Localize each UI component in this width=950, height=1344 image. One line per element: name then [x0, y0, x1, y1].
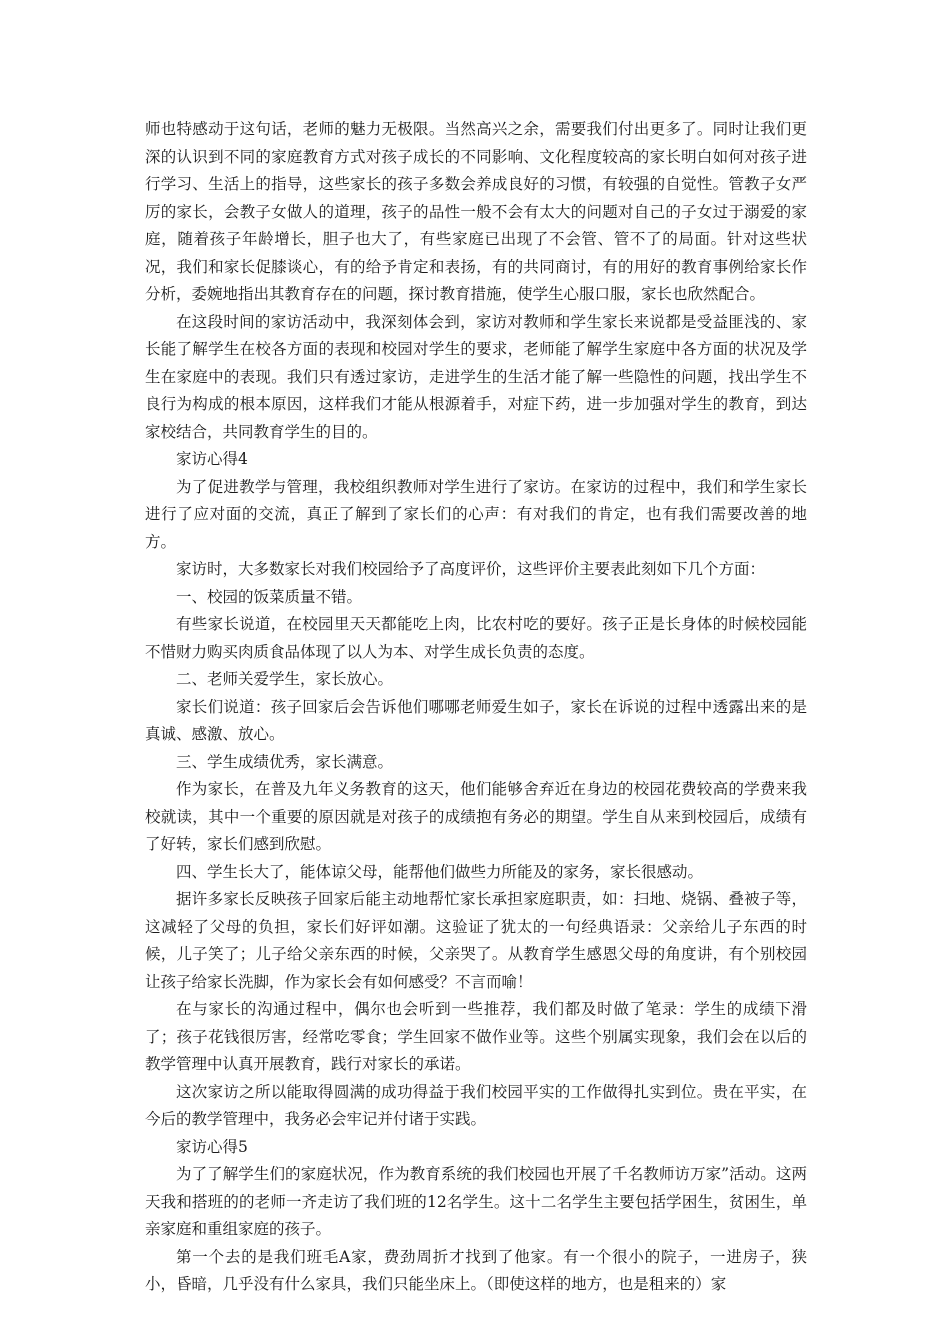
paragraph: 为了了解学生们的家庭状况，作为教育系统的我们校园也开展了千名教师访万家”活动。这两天我和搭班的的老师一齐走访了我们班的12名学生。这十二名学生主要包括学困生，贫困生，单亲家庭和重组家庭的孩子。	[145, 1165, 807, 1238]
section-heading: 家访心得5	[176, 1137, 248, 1156]
paragraph: 这次家访之所以能取得圆满的成功得益于我们校园平实的工作做得扎实到位。贵在平实，在今后的教学管理中，我务必会牢记并付诸于实践。	[145, 1082, 807, 1128]
document-body	[145, 116, 807, 1299]
paragraph: 据许多家长反映孩子回家后能主动地帮忙家长承担家庭职责，如：扫地、烧锅、叠被子等，这减轻了父母的负担，家长们好评如潮。这验证了犹太的一句经典语录：父亲给儿子东西的时候，儿子笑了；儿子给父亲东西的时候，父亲哭了。从教育学生感恩父母的角度讲，有个别校园让孩子给家长洗脚，作为家长会有如何感受？不言而喻！	[145, 890, 807, 991]
paragraph: 三、学生成绩优秀，家长满意。	[176, 752, 394, 771]
section-heading: 家访心得4	[176, 450, 248, 468]
paragraph: 师也特感动于这句话，老师的魅力无极限。当然高兴之余，需要我们付出更多了。同时让我们更深的认识到不同的家庭教育方式对孩子成长的不同影响、文化程度较高的家长明白如何对孩子进行学习、生活上的指导，这些家长的孩子多数会养成良好的习惯，有较强的自觉性。管教子女严厉的家长，会教子女做人的道理，孩子的品性一般不会有太大的问题对自己的子女过于溺爱的家庭，随着孩子年龄增长，胆子也大了，有些家庭已出现了不会管、管不了的局面。针对这些状况，我们和家长促膝谈心，有的给予肯定和表扬，有的共同商讨，有的用好的教育事例给家长作分析，委婉地指出其教育存在的问题，探讨教育措施，使学生心服口服，家长也欣然配合。	[145, 120, 807, 303]
paragraph: 家长们说道：孩子回家后会告诉他们哪哪老师爱生如子，家长在诉说的过程中透露出来的是真诚、感激、放心。	[145, 697, 807, 743]
paragraph: 在这段时间的家访活动中，我深刻体会到，家访对教师和学生家长来说都是受益匪浅的、家长能了解学生在校各方面的表现和校园对学生的要求，老师能了解学生家庭中各方面的状况及学生在家庭中的表现。我们只有透过家访，走进学生的生活才能了解一些隐性的问题，找出学生不良行为构成的根本原因，这样我们才能从根源着手，对症下药，进一步加强对学生的教育，到达家校结合，共同教育学生的目的。	[145, 312, 807, 441]
paragraph: 二、老师关爱学生，家长放心。	[176, 670, 394, 688]
paragraph: 四、学生长大了，能体谅父母，能帮他们做些力所能及的家务，家长很感动。	[176, 862, 704, 881]
paragraph: 有些家长说道，在校园里天天都能吃上肉，比农村吃的要好。孩子正是长身体的时候校园能不惜财力购买肉质食品体现了以人为本、对学生成长负责的态度。	[145, 615, 807, 661]
paragraph: 第一个去的是我们班毛A家，费劲周折才找到了他家。有一个很小的院子，一进房子，狭小，昏暗，几乎没有什么家具，我们只能坐床上。（即使这样的地方，也是租来的）家	[145, 1247, 807, 1293]
paragraph: 家访时，大多数家长对我们校园给予了高度评价，这些评价主要表此刻如下几个方面：	[176, 560, 766, 578]
paragraph: 作为家长，在普及九年义务教育的这天，他们能够舍弃近在身边的校园花费较高的学费来我校就读，其中一个重要的原因就是对孩子的成绩抱有务必的期望。学生自从来到校园后，成绩有了好转，家长们感到欣慰。	[145, 780, 807, 853]
paragraph: 为了促进教学与管理，我校组织教师对学生进行了家访。在家访的过程中，我们和学生家长进行了应对面的交流，真正了解到了家长们的心声：有对我们的肯定，也有我们需要改善的地方。	[145, 477, 807, 551]
paragraph: 一、校园的饭菜质量不错。	[176, 587, 363, 606]
paragraph: 在与家长的沟通过程中，偶尔也会听到一些推荐，我们都及时做了笔录：学生的成绩下滑了；孩子花钱很厉害，经常吃零食；学生回家不做作业等。这些个别属实现象，我们会在以后的教学管理中认真开展教育，践行对家长的承诺。	[145, 1000, 807, 1073]
